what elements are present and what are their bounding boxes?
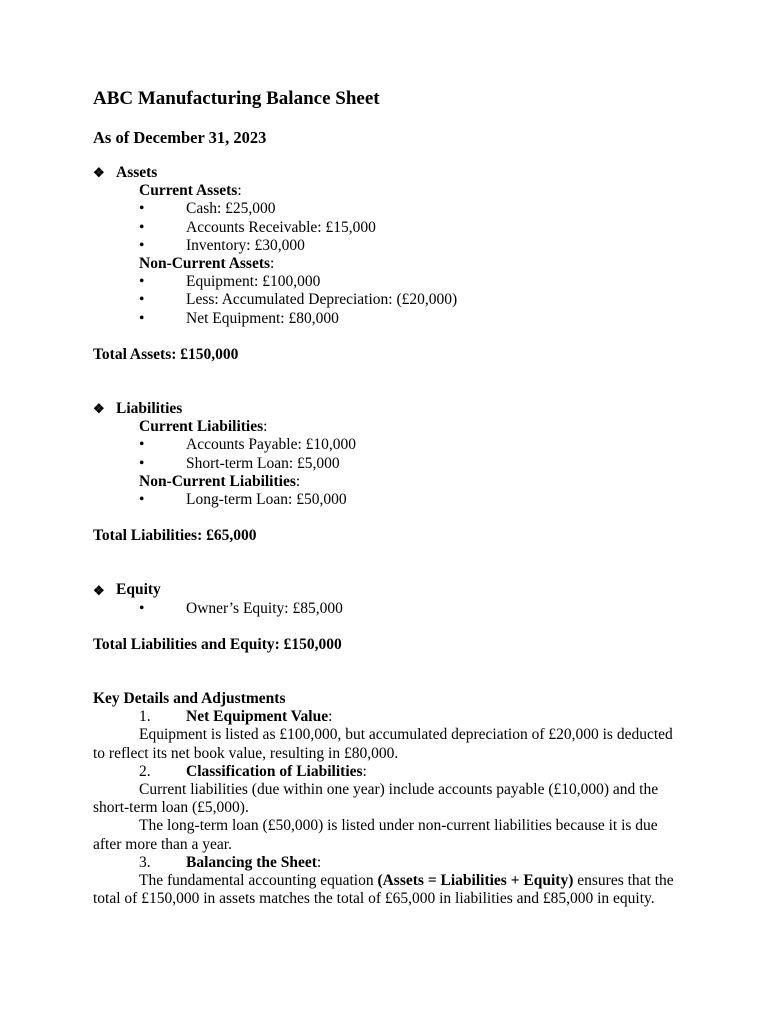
current-assets-label: Current Assets:: [139, 182, 242, 200]
list-item: • Net Equipment: £80,000: [139, 309, 339, 327]
equity-heading-label: Equity: [116, 581, 161, 599]
diamond-bullet-icon: ❖: [93, 401, 105, 417]
document-title: ABC Manufacturing Balance Sheet: [93, 88, 380, 109]
paragraph: Current liabilities (due within one year) include accounts payable (£10,000) and the short-term loan (£5,000).: [93, 781, 659, 817]
diamond-bullet-icon: ❖: [93, 165, 105, 181]
total-liabilities-and-equity: Total Liabilities and Equity: £150,000: [93, 635, 342, 653]
numbered-item: 2. Classification of Liabilities:: [139, 762, 367, 780]
list-item: • Accounts Payable: £10,000: [139, 436, 357, 454]
list-item: • Cash: £25,000: [139, 200, 276, 218]
numbered-item: 3. Balancing the Sheet:: [139, 853, 322, 871]
current-liabilities-label: Current Liabilities:: [139, 418, 268, 436]
numbered-item: 1. Net Equipment Value:: [139, 708, 333, 726]
document-content: [93, 88, 683, 909]
list-item: • Equipment: £100,000: [139, 273, 321, 291]
noncurrent-assets-label: Non-Current Assets:: [139, 255, 275, 273]
list-item: • Long-term Loan: £50,000: [139, 491, 347, 509]
assets-heading: [93, 164, 683, 182]
liabilities-heading: [93, 400, 683, 418]
paragraph: The fundamental accounting equation (Assets = Liabilities + Equity) ensures that the total of £150,000 in assets matches the total of £65,000 in liabilities and £85,000 in equity.: [93, 872, 674, 908]
noncurrent-liabilities-label: Non-Current Liabilities:: [139, 472, 301, 490]
equity-heading: [93, 581, 683, 599]
liabilities-heading-label: Liabilities: [116, 400, 183, 418]
balance-date: As of December 31, 2023: [93, 128, 267, 147]
list-item: • Accounts Receivable: £15,000: [139, 218, 376, 236]
list-item: • Inventory: £30,000: [139, 236, 305, 254]
total-liabilities: Total Liabilities: £65,000: [93, 527, 257, 545]
assets-heading-label: Assets: [116, 164, 158, 181]
list-item: • Short-term Loan: £5,000: [139, 454, 340, 472]
key-details-heading: Key Details and Adjustments: [93, 690, 286, 708]
list-item: • Less: Accumulated Depreciation: (£20,000): [139, 291, 458, 309]
paragraph: Equipment is listed as £100,000, but accumulated depreciation of £20,000 is deducted to reflect its net book value, resulting in £80,000.: [93, 726, 673, 762]
total-assets: Total Assets: £150,000: [93, 345, 239, 363]
diamond-bullet-icon: ❖: [93, 582, 105, 598]
paragraph: The long-term loan (£50,000) is listed under non-current liabilities because it is due after more than a year.: [93, 817, 658, 853]
list-item: • Owner’s Equity: £85,000: [139, 599, 343, 617]
